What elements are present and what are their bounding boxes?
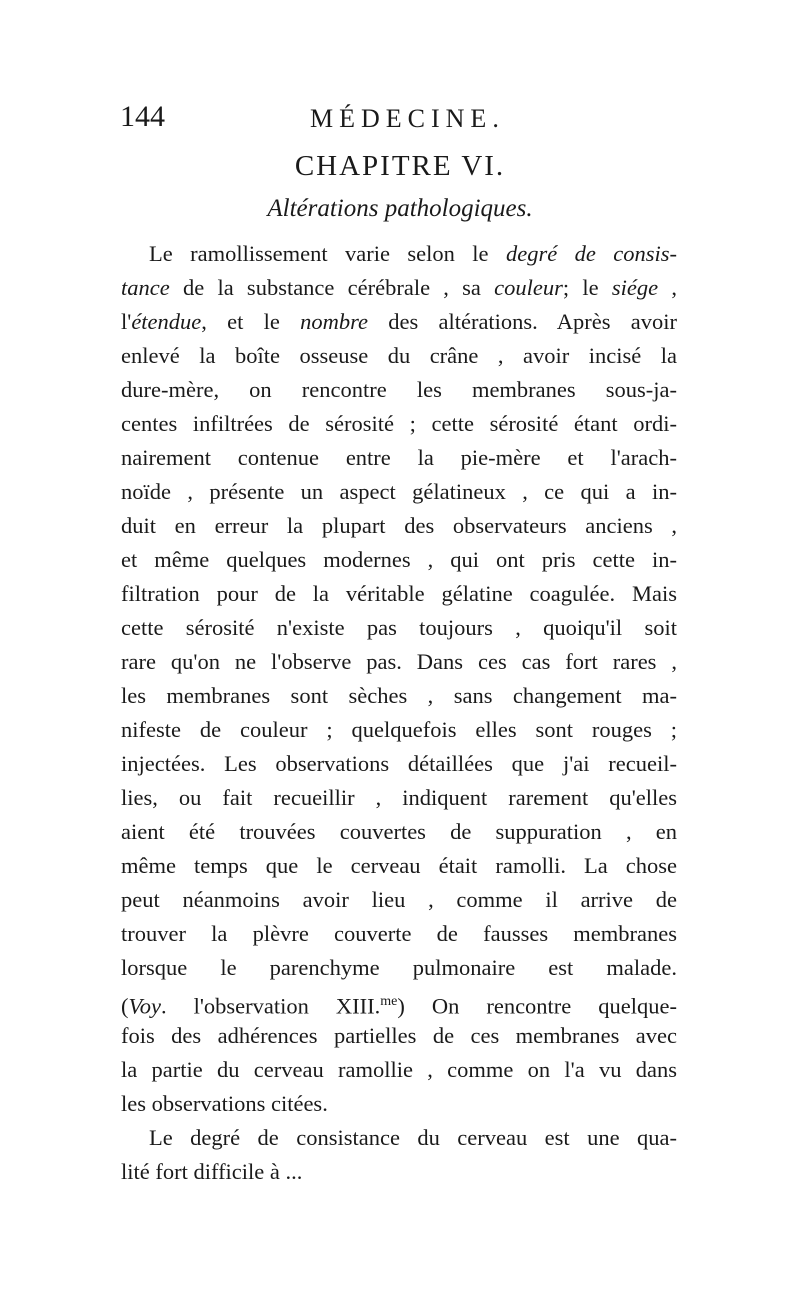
emphasis: siége	[611, 275, 659, 300]
running-head: MÉDECINE.	[310, 104, 505, 133]
text-line: lité fort difficile à ...	[121, 1159, 303, 1184]
text-segment: (	[121, 993, 129, 1019]
text-line: et même quelques modernes , qui ont pris cette in-	[121, 547, 677, 572]
text-line: trouver la plèvre couverte de fausses membranes	[121, 921, 677, 946]
text-line: enlevé la boîte osseuse du crâne , avoir incisé la	[121, 343, 677, 368]
text-segment: l'	[121, 309, 132, 334]
text-line: même temps que le cerveau était ramolli. La chose	[121, 853, 677, 878]
superscript: me	[380, 994, 398, 1009]
text-segment: ) On rencontre quelque-	[397, 993, 677, 1019]
emphasis: nombre	[300, 309, 369, 334]
text-line: noïde , présente un aspect gélatineux , ce qui a in-	[121, 479, 677, 504]
text-segment: ; le	[562, 275, 612, 300]
text-line: dure-mère, on rencontre les membranes sous-ja-	[121, 377, 677, 402]
text-line: nairement contenue entre la pie-mère et l'arach-	[121, 445, 677, 470]
body-text	[121, 237, 677, 1189]
text-line: centes infiltrées de sérosité ; cette sérosité étant ordi-	[121, 411, 677, 436]
text-line: aient été trouvées couvertes de suppuration , en	[121, 819, 677, 844]
text-line: cette sérosité n'existe pas toujours , quoiqu'il soit	[121, 615, 677, 640]
emphasis: étendue	[131, 309, 202, 334]
text-line: les observations citées.	[121, 1091, 328, 1116]
text-line: filtration pour de la véritable gélatine coagulée. Mais	[121, 581, 677, 606]
emphasis: Voy	[128, 993, 161, 1019]
chapter-subtitle: Altérations pathologiques.	[267, 195, 533, 222]
page-number: 144	[120, 100, 165, 133]
text-segment: de la substance cérébrale , sa	[169, 275, 495, 300]
text-line: fois des adhérences partielles de ces membranes avec	[121, 1023, 677, 1048]
text-line: lies, ou fait recueillir , indiquent rarement qu'elles	[121, 785, 677, 810]
text-segment: des altérations. Après avoir	[368, 309, 677, 334]
text-line: injectées. Les observations détaillées que j'ai recueil-	[121, 751, 677, 776]
chapter-title: CHAPITRE VI.	[294, 150, 506, 182]
text-line: rare qu'on ne l'observe pas. Dans ces cas fort rares ,	[121, 649, 677, 674]
emphasis: degré de consis-	[505, 241, 677, 266]
text-line	[121, 237, 677, 271]
text-line: peut néanmoins avoir lieu , comme il arrive de	[121, 887, 677, 912]
page-header	[120, 100, 680, 140]
emphasis: tance	[121, 275, 170, 300]
text-line: duit en erreur la plupart des observateurs anciens ,	[121, 513, 677, 538]
text-line	[121, 985, 677, 1019]
text-line: lorsque le parenchyme pulmonaire est malade.	[121, 955, 677, 980]
text-line: nifeste de couleur ; quelquefois elles sont rouges ;	[121, 717, 677, 742]
text-line	[121, 305, 677, 339]
text-line: Le degré de consistance du cerveau est une qua-	[149, 1125, 677, 1150]
text-line	[121, 271, 677, 305]
text-segment: ,	[658, 275, 677, 300]
text-line: la partie du cerveau ramollie , comme on l'a vu dans	[121, 1057, 677, 1082]
text-line: les membranes sont sèches , sans changement ma-	[121, 683, 677, 708]
text-segment: , et le	[201, 309, 301, 334]
emphasis: couleur	[494, 275, 563, 300]
text-segment: . l'observation XIII.	[161, 993, 381, 1019]
text-segment: Le ramollissement varie selon le	[149, 241, 506, 266]
